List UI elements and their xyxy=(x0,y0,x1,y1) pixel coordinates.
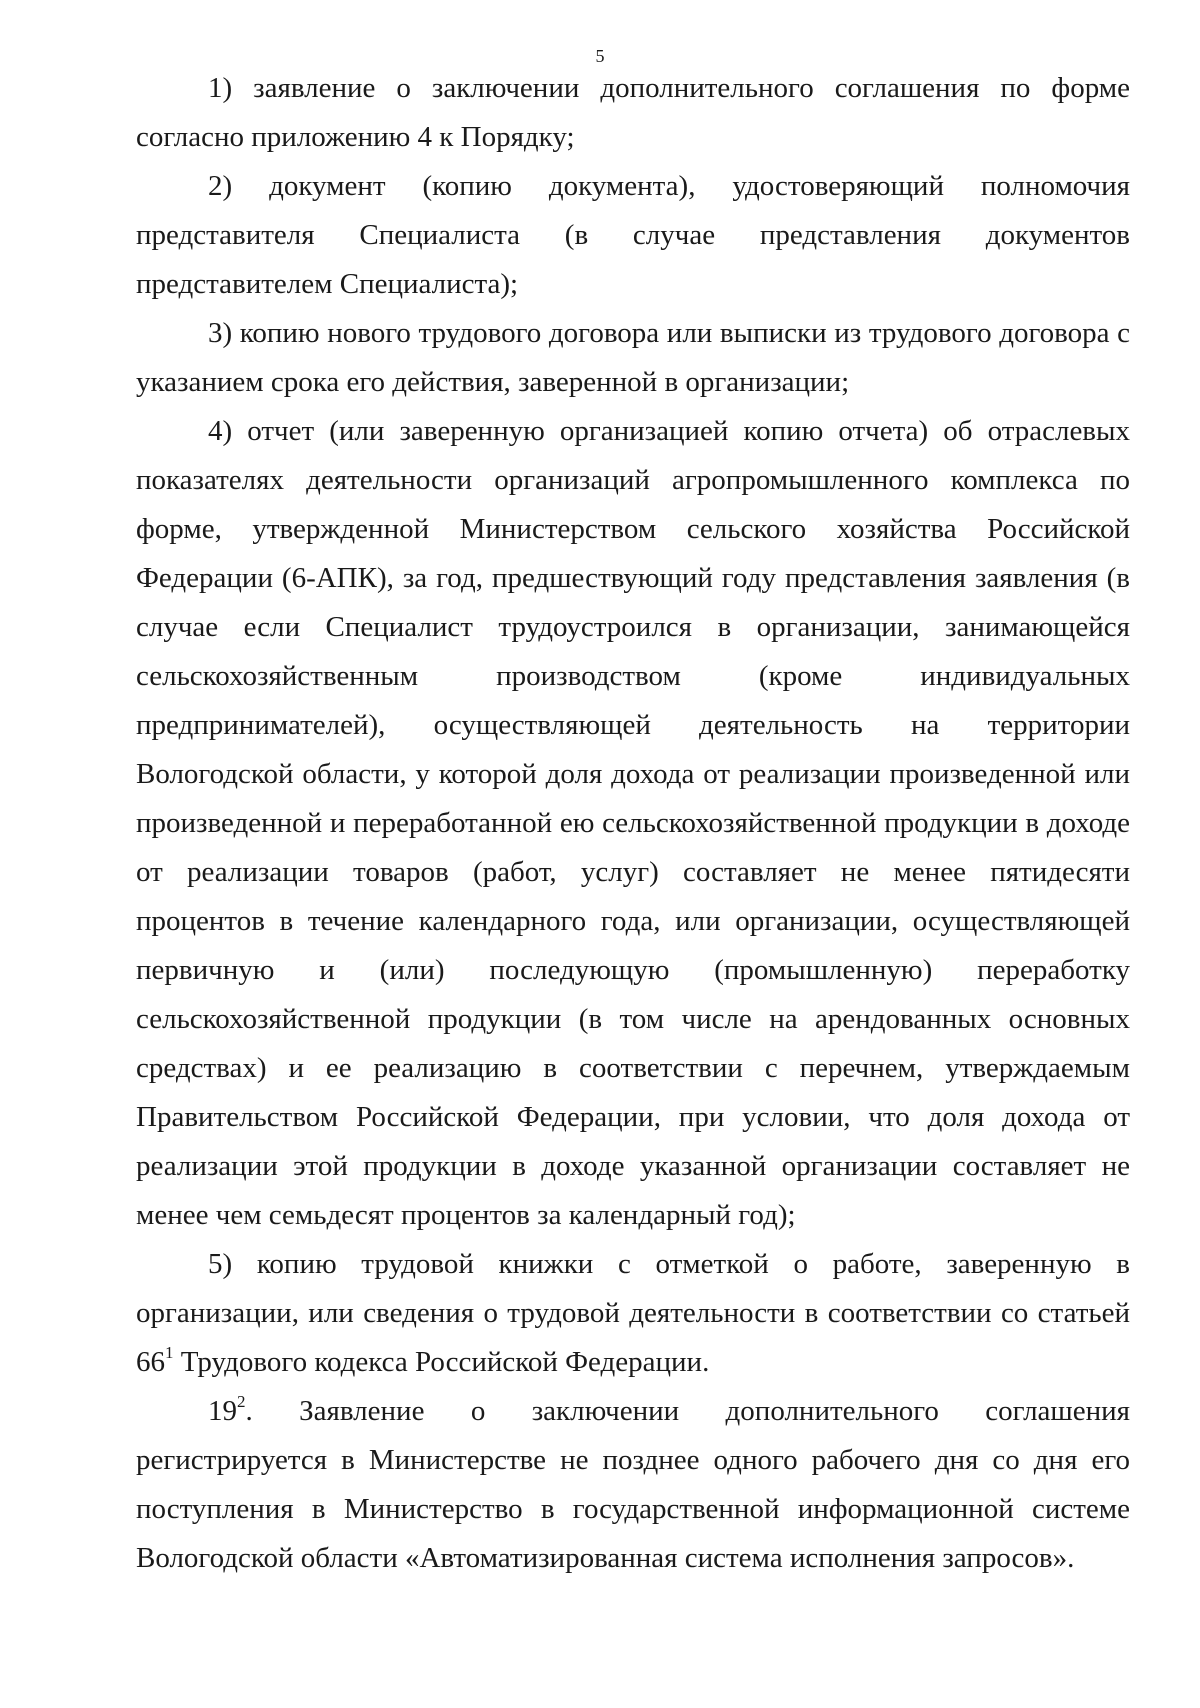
paragraph-item-1: 1) заявление о заключении дополнительного соглашения по форме согласно приложению 4 к Порядку; xyxy=(136,72,1130,153)
page-number: 5 xyxy=(595,46,605,66)
clause-number-superscript: 2 xyxy=(237,1392,246,1411)
paragraph-item-5 xyxy=(136,1240,1130,1387)
paragraph-item-5-text: 5) копию трудовой книжки с отметкой о работе, заверенную в организации, или сведения о трудовой деятельности в соответствии со статьей 66 xyxy=(136,1248,1130,1378)
article-number-superscript: 1 xyxy=(165,1343,174,1362)
clause-text: . Заявление о заключении дополнительного соглашения регистрируется в Министерстве не позднее одного рабочего дня со дня его поступления в Министерство в государственной информационной системе Вологодской области «Автоматизированная система исполнения запросов». xyxy=(136,1395,1130,1574)
document-body xyxy=(136,64,1130,1583)
paragraph-item-2: 2) документ (копию документа), удостоверяющий полномочия представителя Специалиста (в случае представления документов представителем Специалиста); xyxy=(136,170,1130,300)
paragraph-clause-19-2 xyxy=(136,1387,1130,1583)
clause-number: 19 xyxy=(208,1395,237,1427)
paragraph-item-5-tail: Трудового кодекса Российской Федерации. xyxy=(173,1346,710,1378)
paragraph-item-3: 3) копию нового трудового договора или выписки из трудового договора с указанием срока его действия, заверенной в организации; xyxy=(136,317,1130,398)
paragraph-item-4: 4) отчет (или заверенную организацией копию отчета) об отраслевых показателях деятельности организаций агропромышленного комплекса по форме, утвержденной Министерством сельского хозяйства Российской Федерации (6-АПК), за год, предшествующий году представления заявления (в случае если Специалист трудоустроился в организации, занимающейся сельскохозяйственным производством (кроме индивидуальных предпринимателей), осуществляющей деятельность на территории Вологодской области, у которой доля дохода от реализации произведенной или произведенной и переработанной ею сельскохозяйственной продукции в доходе от реализации товаров (работ, услуг) составляет не менее пятидесяти процентов в течение календарного года, или организации, осуществляющей первичную и (или) последующую (промышленную) переработку сельскохозяйственной продукции (в том числе на арендованных основных средствах) и ее реализацию в соответствии с перечнем, утверждаемым Правительством Российской Федерации, при условии, что доля дохода от реализации этой продукции в доходе указанной организации составляет не менее чем семьдесят процентов за календарный год); xyxy=(136,415,1130,1231)
